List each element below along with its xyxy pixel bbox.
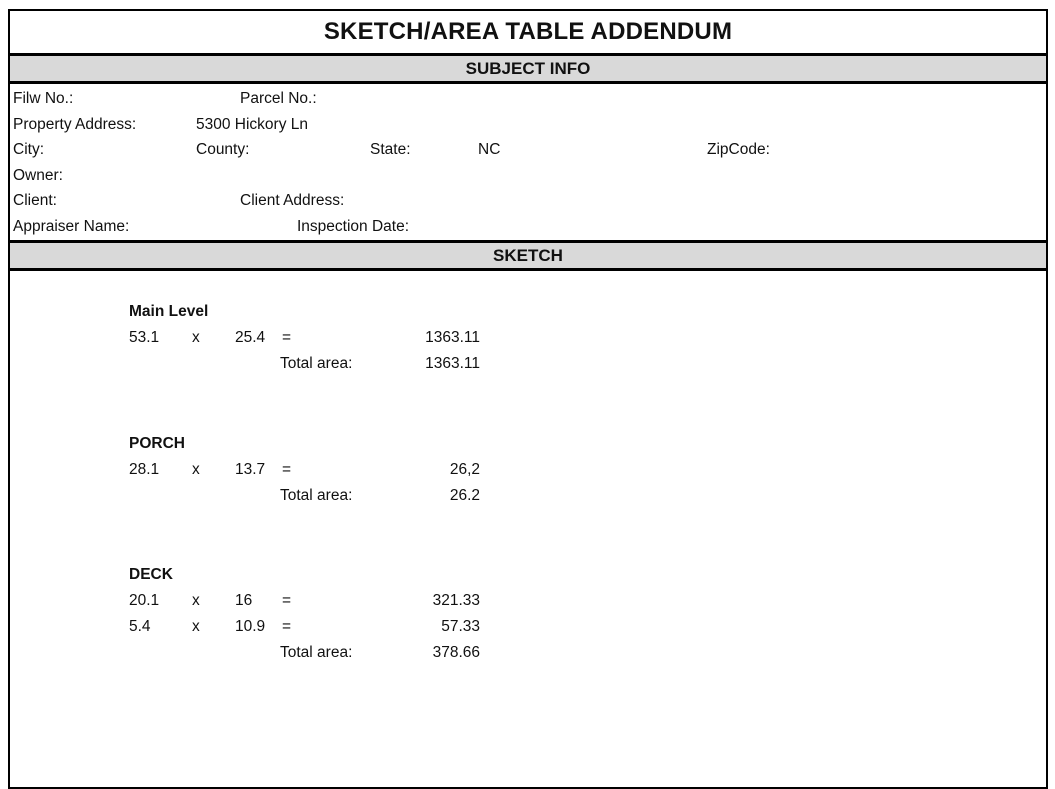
- equals-sign: =: [282, 461, 292, 478]
- county-label: County:: [196, 141, 250, 158]
- equals-sign: =: [282, 329, 292, 346]
- dim1-value: 5.4: [129, 618, 151, 635]
- sketch-section-bar: [10, 240, 1046, 271]
- appraiser-name-label: Appraiser Name:: [13, 217, 130, 235]
- block-name: Main Level: [129, 303, 209, 320]
- area-block-deck: [129, 562, 480, 666]
- area-value: 26,2: [449, 461, 480, 478]
- block-name: PORCH: [129, 435, 185, 452]
- area-block-main-level: [129, 299, 480, 377]
- state-value: NC: [478, 141, 501, 158]
- client-label: Client:: [13, 192, 57, 209]
- block-header-row: [129, 299, 480, 325]
- dim1-value: 20.1: [129, 592, 160, 609]
- block-header-row: [129, 562, 480, 588]
- sketch-area: [10, 271, 1046, 751]
- client-address-label: Client Address:: [240, 192, 345, 209]
- multiply-sign: x: [192, 592, 200, 609]
- subject-info-section-bar: [10, 53, 1046, 84]
- state-label: State:: [370, 141, 411, 158]
- parcel-no-label: Parcel No.:: [240, 90, 317, 107]
- addendum-form-frame: [8, 9, 1048, 789]
- total-row: [129, 483, 480, 509]
- block-header-row: [129, 431, 480, 457]
- total-area-label: Total area:: [280, 355, 353, 372]
- field-row-client: [10, 188, 1046, 214]
- subject-info-fields: [10, 84, 1046, 240]
- dimension-row: [129, 614, 480, 640]
- area-value: 57.33: [441, 618, 480, 635]
- property-address-label: Property Address:: [13, 115, 137, 133]
- form-title-box: [10, 11, 1046, 53]
- dimension-row: [129, 325, 480, 351]
- dim2-value: 25.4: [235, 329, 266, 346]
- multiply-sign: x: [192, 618, 200, 635]
- area-value: 1363.11: [425, 329, 480, 346]
- subject-info-header: SUBJECT INFO: [465, 58, 591, 78]
- zipcode-label: ZipCode:: [707, 141, 770, 158]
- sketch-header: SKETCH: [493, 245, 563, 265]
- total-area-label: Total area:: [280, 644, 353, 661]
- block-name: DECK: [129, 566, 173, 583]
- field-row-appraiser: [10, 214, 1046, 240]
- dim2-value: 13.7: [235, 461, 266, 478]
- area-block-porch: [129, 431, 480, 509]
- dim1-value: 28.1: [129, 461, 160, 478]
- dim1-value: 53.1: [129, 329, 160, 346]
- area-value: 321.33: [432, 592, 480, 609]
- total-area-value: 378.66: [432, 644, 480, 661]
- total-row: [129, 351, 480, 377]
- property-address-value: 5300 Hickory Ln: [196, 115, 309, 133]
- field-row-file-parcel: [10, 86, 1046, 112]
- total-row: [129, 640, 480, 666]
- dimension-row: [129, 457, 480, 483]
- dim2-value: 16: [235, 592, 253, 609]
- total-area-value: 1363.11: [425, 355, 480, 372]
- equals-sign: =: [282, 618, 292, 635]
- owner-label: Owner:: [13, 166, 63, 184]
- dim2-value: 10.9: [235, 618, 266, 635]
- city-label: City:: [13, 141, 44, 158]
- multiply-sign: x: [192, 461, 200, 478]
- inspection-date-label: Inspection Date:: [297, 217, 410, 235]
- multiply-sign: x: [192, 329, 200, 346]
- total-area-label: Total area:: [280, 487, 353, 504]
- file-no-label: Filw No.:: [13, 90, 74, 107]
- field-row-owner: [10, 163, 1046, 189]
- total-area-value: 26.2: [449, 487, 480, 504]
- equals-sign: =: [282, 592, 292, 609]
- page-title: SKETCH/AREA TABLE ADDENDUM: [323, 18, 733, 45]
- dimension-row: [129, 588, 480, 614]
- field-row-city-county-state-zip: [10, 137, 1046, 163]
- field-row-property-address: [10, 112, 1046, 138]
